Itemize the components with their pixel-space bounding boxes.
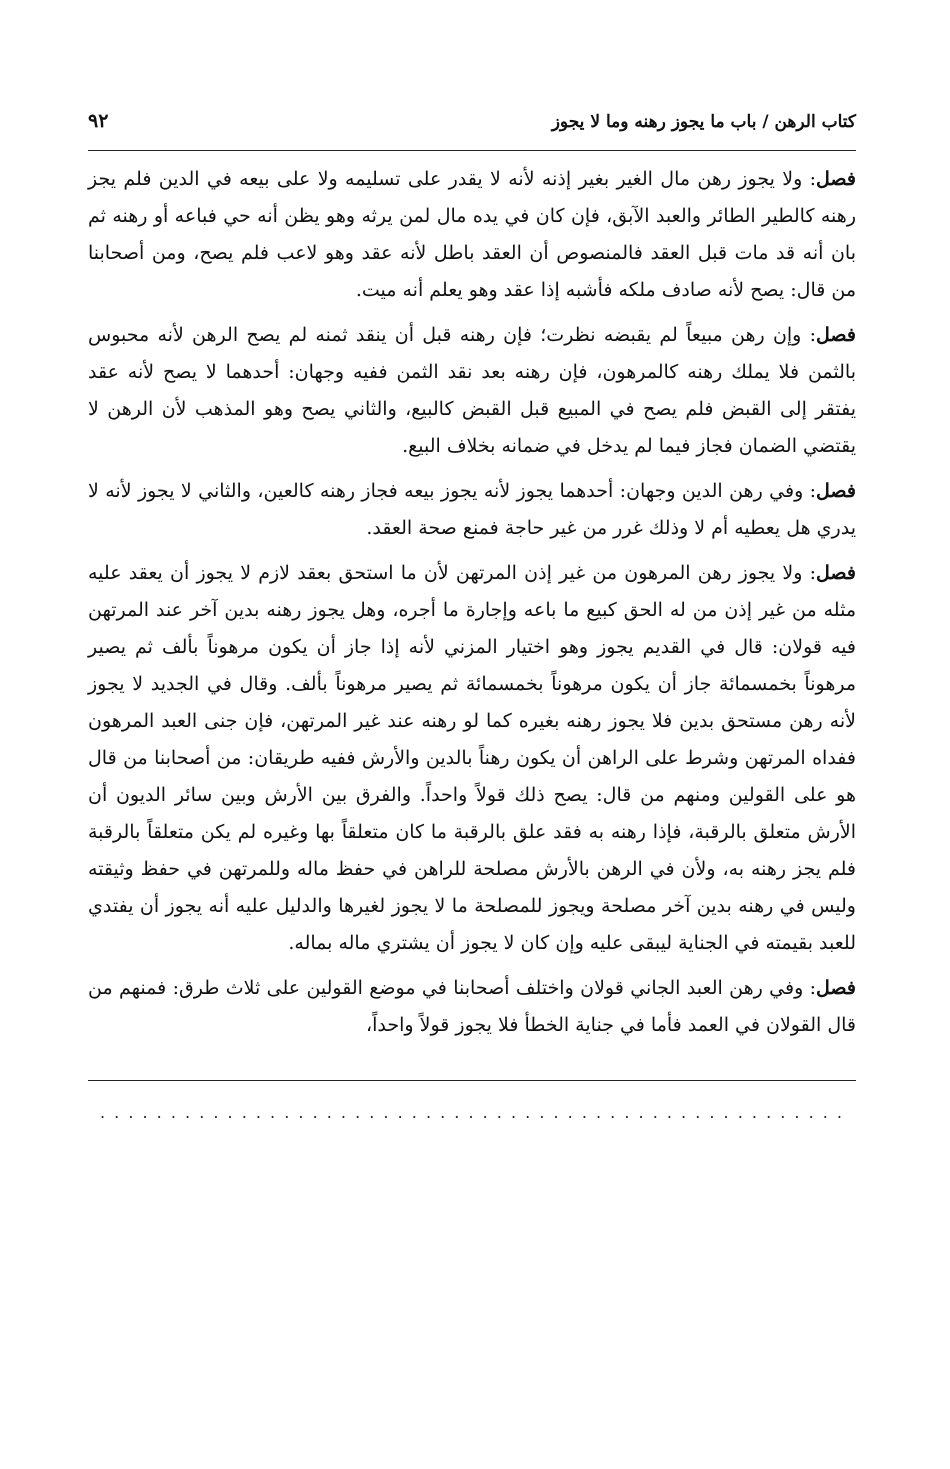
section-label: فصل xyxy=(816,562,856,584)
paragraph xyxy=(88,473,856,547)
footnote-rule xyxy=(88,1080,856,1081)
paragraph xyxy=(88,161,856,309)
paragraph-text: : وإن رهن مبيعاً لم يقبضه نظرت؛ فإن رهنه قبل أن ينقد ثمنه لم يصح الرهن لأنه محبوس بالثمن فلا يملك رهنه كالمرهون، فإن رهنه بعد نقد الثمن ففيه وجهان: أحدهما لا يصح لأنه عقد يفتقر إلى القبض فلم يصح في المبيع قبل القبض كالبيع، والثاني يصح وهو المذهب لأن الرهن لا يقتضي الضمان فجاز فيما لم يدخل في ضمانه بخلاف البيع. xyxy=(88,324,856,457)
paragraph xyxy=(88,970,856,1044)
running-title: كتاب الرهن / باب ما يجوز رهنه وما لا يجوز xyxy=(551,112,856,132)
section-label: فصل xyxy=(816,324,856,346)
running-header xyxy=(88,110,856,146)
paragraph-text: : وفي رهن العبد الجاني قولان واختلف أصحابنا في موضع القولين على ثلاث طرق: فمنهم من قال القولان في العمد فأما في جناية الخطأ فلا يجوز قولاً واحداً، xyxy=(88,977,856,1036)
page-number: ٩٢ xyxy=(88,110,109,132)
paragraph-text: : ولا يجوز رهن مال الغير بغير إذنه لأنه لا يقدر على تسليمه ولا على بيعه في الدين فلم يجز رهنه كالطير الطائر والعبد الآبق، فإن كان في يده مال لمن يرثه وهو يظن أنه حي فباعه أو رهنه ثم بان أنه قد مات قبل العقد فالمنصوص أن العقد باطل لأنه عقد وهو لاعب فلم يصح، ومن أصحابنا من قال: يصح لأنه صادف ملكه فأشبه إذا عقد وهو يعلم أنه ميت. xyxy=(88,168,856,301)
section-label: فصل xyxy=(816,168,856,190)
section-label: فصل xyxy=(816,977,856,999)
footnote-dots: . . . . . . . . . . . . . . . . . . . . . . . . . . . . . . . . . . . . . . . . . . . . . . . . . . . . . xyxy=(99,1103,845,1122)
paragraph-text: : ولا يجوز رهن المرهون من غير إذن المرتهن لأن ما استحق بعقد لازم لا يجوز أن يعقد عليه مثله من غير إذن من له الحق كبيع ما باعه وإجارة ما أجره، وهل يجوز رهنه بدين آخر عند المرتهن فيه قولان: قال في القديم يجوز وهو اختيار المزني لأنه إذا جاز أن يكون مرهوناً بألف ثم يصير مرهوناً بخمسمائة جاز أن يكون مرهوناً بخمسمائة ثم يصير مرهوناً بألف. وقال في الجديد لا يجوز لأنه رهن مستحق بدين فلا يجوز رهنه بغيره كما لو رهنه عند غير المرتهن، فإن جنى العبد المرهون ففداه المرتهن وشرط على الراهن أن يكون رهناً بالدين والأرش ففيه طريقان: من أصحابنا من قال هو على القولين ومنهم من قال: يصح ذلك قولاً واحداً. والفرق بين الأرش وبين سائر الديون أن الأرش متعلق بالرقبة، فإذا رهنه به فقد علق بالرقبة ما كان متعلقاً بها وغيره لم يكن متعلقاً بالرقبة فلم يجز رهنه به، ولأن في الرهن بالأرش مصلحة للراهن في حفظ ماله وللمرتهن في حفظ وثيقته وليس في رهنه بدين آخر مصلحة ويجوز للمصلحة ما لا يجوز لغيرها والدليل عليه أنه يجوز أن يفتدي للعبد بقيمته في الجناية ليبقى عليه وإن كان لا يجوز أن يشتري ماله بماله. xyxy=(88,562,856,954)
paragraph xyxy=(88,317,856,465)
section-label: فصل xyxy=(816,480,856,502)
header-rule xyxy=(88,150,856,151)
paragraph xyxy=(88,555,856,962)
paragraph-text: : وفي رهن الدين وجهان: أحدهما يجوز لأنه يجوز بيعه فجاز رهنه كالعين، والثاني لا يجوز لأنه لا يدري هل يعطيه أم لا وذلك غرر من غير حاجة فمنع صحة العقد. xyxy=(88,480,856,539)
main-text xyxy=(88,161,856,1044)
book-page xyxy=(88,110,856,1370)
